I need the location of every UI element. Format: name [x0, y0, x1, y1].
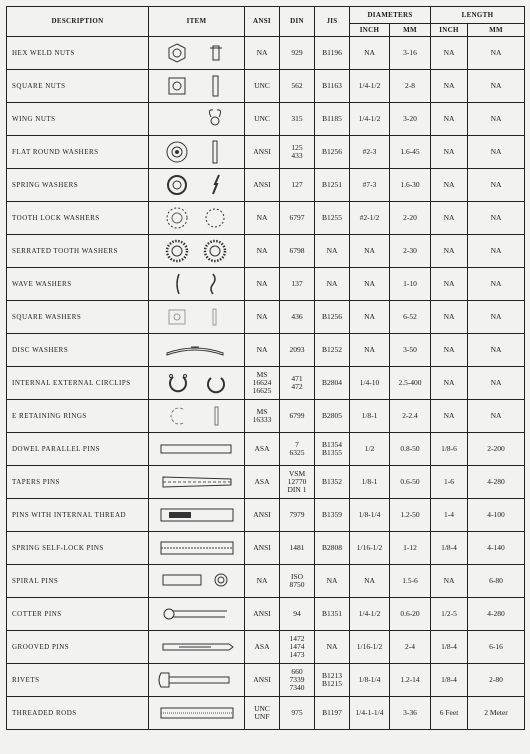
spring-washer-icon [155, 170, 239, 200]
row-description: DOWEL PARALLEL PINS [7, 433, 149, 466]
cell-ansi: MS 16333 [245, 400, 280, 433]
row-item-image [149, 598, 245, 631]
cell-din: 1472 1474 1473 [280, 631, 315, 664]
cell-jis: B1256 [315, 301, 350, 334]
table-row [7, 664, 525, 697]
cell-din: 471 472 [280, 367, 315, 400]
e-ring-icon [155, 401, 239, 431]
disc-washer-icon [155, 335, 239, 365]
wing-nut-icon [155, 104, 239, 134]
cell-len-mm: NA [468, 301, 525, 334]
row-description: INTERNAL EXTERNAL CIRCLIPS [7, 367, 149, 400]
row-item-image [149, 433, 245, 466]
table-row [7, 301, 525, 334]
cell-ansi: ANSI [245, 136, 280, 169]
cell-dia-inch: 1/4-1-1/4 [350, 697, 390, 730]
fastener-spec-sheet [6, 6, 524, 748]
row-item-image [149, 268, 245, 301]
cell-dia-inch: 1/8-1/4 [350, 664, 390, 697]
table-row [7, 37, 525, 70]
cell-din: 975 [280, 697, 315, 730]
row-item-image [149, 301, 245, 334]
cell-dia-mm: 3-16 [390, 37, 431, 70]
table-row [7, 334, 525, 367]
tooth-lock-washer-icon [155, 203, 239, 233]
cell-dia-inch: 1/4-10 [350, 367, 390, 400]
table-row [7, 697, 525, 730]
row-description: E RETAINING RINGS [7, 400, 149, 433]
serrated-washer-icon [155, 236, 239, 266]
cell-len-mm: NA [468, 268, 525, 301]
row-item-image [149, 70, 245, 103]
row-description: WING NUTS [7, 103, 149, 136]
cell-ansi: ANSI [245, 499, 280, 532]
circlip-icon [155, 368, 239, 398]
cell-dia-inch: 1/4-1/2 [350, 103, 390, 136]
cell-din: 137 [280, 268, 315, 301]
row-item-image [149, 367, 245, 400]
cell-dia-inch: 1/4-1/2 [350, 70, 390, 103]
cell-dia-inch: NA [350, 565, 390, 598]
spring-pin-icon [155, 533, 239, 563]
row-description: WAVE WASHERS [7, 268, 149, 301]
cell-dia-inch: #2-1/2 [350, 202, 390, 235]
cell-ansi: NA [245, 202, 280, 235]
cell-len-inch: NA [431, 70, 468, 103]
table-row [7, 367, 525, 400]
row-item-image [149, 565, 245, 598]
row-description: SPRING SELF-LOCK PINS [7, 532, 149, 565]
cell-dia-mm: 1.2-14 [390, 664, 431, 697]
cell-jis: B1185 [315, 103, 350, 136]
cell-dia-inch: #7-3 [350, 169, 390, 202]
cell-ansi: UNC [245, 70, 280, 103]
table-row [7, 268, 525, 301]
cell-dia-mm: 2-20 [390, 202, 431, 235]
cell-jis: B1255 [315, 202, 350, 235]
header-diameter-mm: MM [390, 24, 431, 37]
cell-jis: B1354 B1355 [315, 433, 350, 466]
cell-dia-inch: 1/4-1/2 [350, 598, 390, 631]
cell-dia-mm: 2-30 [390, 235, 431, 268]
threaded-rod-icon [155, 698, 239, 728]
cell-len-mm: 2 Meter [468, 697, 525, 730]
row-description: SPIRAL PINS [7, 565, 149, 598]
cell-len-inch: NA [431, 334, 468, 367]
row-description: COTTER PINS [7, 598, 149, 631]
cell-din: 315 [280, 103, 315, 136]
cell-len-mm: NA [468, 169, 525, 202]
row-item-image [149, 169, 245, 202]
table-row [7, 499, 525, 532]
cell-ansi: ASA [245, 466, 280, 499]
cell-dia-mm: 1-12 [390, 532, 431, 565]
cell-len-inch: NA [431, 400, 468, 433]
cell-dia-mm: 3-20 [390, 103, 431, 136]
cell-din: 2093 [280, 334, 315, 367]
spiral-pin-icon [155, 566, 239, 596]
row-item-image [149, 202, 245, 235]
cell-ansi: ANSI [245, 664, 280, 697]
cotter-pin-icon [155, 599, 239, 629]
table-row [7, 565, 525, 598]
cell-ansi: UNC UNF [245, 697, 280, 730]
cell-ansi: ASA [245, 433, 280, 466]
cell-len-inch: NA [431, 103, 468, 136]
cell-len-mm: NA [468, 235, 525, 268]
cell-ansi: ANSI [245, 169, 280, 202]
cell-len-mm: NA [468, 70, 525, 103]
cell-dia-inch: 1/8-1 [350, 400, 390, 433]
cell-dia-mm: 6-52 [390, 301, 431, 334]
table-body [7, 37, 525, 730]
cell-len-inch: 1/8-4 [431, 532, 468, 565]
row-description: SERRATED TOOTH WASHERS [7, 235, 149, 268]
cell-len-inch: 1/8-4 [431, 664, 468, 697]
row-description: SQUARE NUTS [7, 70, 149, 103]
header-ansi: ANSI [245, 7, 280, 37]
cell-len-inch: 1/8-6 [431, 433, 468, 466]
cell-len-inch: NA [431, 136, 468, 169]
cell-dia-inch: 1/8-1/4 [350, 499, 390, 532]
cell-jis: B1351 [315, 598, 350, 631]
cell-dia-mm: 3-36 [390, 697, 431, 730]
cell-din: 929 [280, 37, 315, 70]
cell-len-inch: NA [431, 268, 468, 301]
row-item-image [149, 235, 245, 268]
table-row [7, 136, 525, 169]
dowel-pin-icon [155, 434, 239, 464]
cell-jis: B1196 [315, 37, 350, 70]
table-row [7, 532, 525, 565]
grooved-pin-icon [155, 632, 239, 662]
taper-pin-icon [155, 467, 239, 497]
row-description: THREADED RODS [7, 697, 149, 730]
cell-din: 6797 [280, 202, 315, 235]
cell-jis: NA [315, 235, 350, 268]
row-description: GROOVED PINS [7, 631, 149, 664]
flat-washer-icon [155, 137, 239, 167]
cell-dia-inch: 1/2 [350, 433, 390, 466]
cell-len-mm: NA [468, 103, 525, 136]
cell-dia-mm: 1.2-50 [390, 499, 431, 532]
cell-len-inch: 1/2-5 [431, 598, 468, 631]
cell-ansi: MS 16624 16625 [245, 367, 280, 400]
row-description: SQUARE WASHERS [7, 301, 149, 334]
cell-dia-mm: 1-10 [390, 268, 431, 301]
cell-din: 125 433 [280, 136, 315, 169]
cell-din: 562 [280, 70, 315, 103]
row-description: HEX WELD NUTS [7, 37, 149, 70]
cell-din: ISO 8750 [280, 565, 315, 598]
cell-ansi: NA [245, 235, 280, 268]
row-description: RIVETS [7, 664, 149, 697]
cell-len-mm: NA [468, 136, 525, 169]
cell-ansi: ANSI [245, 532, 280, 565]
threaded-pin-icon [155, 500, 239, 530]
cell-dia-mm: 1.6-45 [390, 136, 431, 169]
cell-dia-inch: 1/8-1 [350, 466, 390, 499]
cell-jis: B1197 [315, 697, 350, 730]
cell-dia-inch: NA [350, 301, 390, 334]
row-description: TAPERS PINS [7, 466, 149, 499]
cell-len-mm: 2-80 [468, 664, 525, 697]
square-nut-icon [155, 71, 239, 101]
cell-len-mm: 4-280 [468, 598, 525, 631]
cell-jis: B1359 [315, 499, 350, 532]
cell-len-mm: NA [468, 202, 525, 235]
cell-din: 7 6325 [280, 433, 315, 466]
cell-din: 660 7339 7340 [280, 664, 315, 697]
cell-len-mm: 6-80 [468, 565, 525, 598]
cell-len-inch: NA [431, 565, 468, 598]
row-description: SPRING WASHERS [7, 169, 149, 202]
cell-len-inch: NA [431, 37, 468, 70]
cell-jis: NA [315, 631, 350, 664]
row-item-image [149, 136, 245, 169]
header-length: LENGTH [431, 7, 525, 24]
row-description: FLAT ROUND WASHERS [7, 136, 149, 169]
wave-washer-icon [155, 269, 239, 299]
row-item-image [149, 499, 245, 532]
cell-len-inch: NA [431, 169, 468, 202]
table-header [7, 7, 525, 37]
table-row [7, 631, 525, 664]
row-item-image [149, 334, 245, 367]
header-din: DIN [280, 7, 315, 37]
square-washer-icon [155, 302, 239, 332]
cell-ansi: NA [245, 334, 280, 367]
hex-weld-nut-icon [155, 38, 239, 68]
header-jis: JIS [315, 7, 350, 37]
cell-din: 436 [280, 301, 315, 334]
row-item-image [149, 664, 245, 697]
header-diameter-inch: INCH [350, 24, 390, 37]
cell-dia-inch: NA [350, 268, 390, 301]
cell-len-inch: 1-4 [431, 499, 468, 532]
table-row [7, 400, 525, 433]
row-item-image [149, 103, 245, 136]
table-row [7, 202, 525, 235]
cell-ansi: NA [245, 268, 280, 301]
cell-din: 127 [280, 169, 315, 202]
cell-jis: B1213 B1215 [315, 664, 350, 697]
row-item-image [149, 37, 245, 70]
cell-dia-mm: 2-4 [390, 631, 431, 664]
header-diameters: DIAMETERS [350, 7, 431, 24]
row-item-image [149, 400, 245, 433]
cell-dia-mm: 2-2.4 [390, 400, 431, 433]
cell-dia-mm: 1.5-6 [390, 565, 431, 598]
cell-len-mm: 4-140 [468, 532, 525, 565]
cell-len-mm: 4-100 [468, 499, 525, 532]
fastener-table [6, 6, 525, 730]
cell-len-inch: NA [431, 202, 468, 235]
cell-dia-mm: 2.5-400 [390, 367, 431, 400]
cell-dia-inch: NA [350, 334, 390, 367]
cell-len-inch: NA [431, 235, 468, 268]
cell-dia-mm: 0.8-50 [390, 433, 431, 466]
cell-len-inch: NA [431, 301, 468, 334]
table-row [7, 598, 525, 631]
cell-len-inch: 1-6 [431, 466, 468, 499]
row-item-image [149, 532, 245, 565]
cell-din: 7979 [280, 499, 315, 532]
cell-jis: NA [315, 268, 350, 301]
cell-din: VSM 12770 DIN 1 [280, 466, 315, 499]
rivet-icon [155, 665, 239, 695]
cell-dia-mm: 0.6-20 [390, 598, 431, 631]
cell-ansi: UNC [245, 103, 280, 136]
table-row [7, 169, 525, 202]
cell-ansi: NA [245, 37, 280, 70]
cell-len-mm: NA [468, 334, 525, 367]
cell-jis: B1163 [315, 70, 350, 103]
cell-jis: NA [315, 565, 350, 598]
cell-ansi: ASA [245, 631, 280, 664]
cell-len-mm: 4-280 [468, 466, 525, 499]
header-item: ITEM [149, 7, 245, 37]
header-length-mm: MM [468, 24, 525, 37]
cell-dia-mm: 2-8 [390, 70, 431, 103]
cell-len-mm: 6-16 [468, 631, 525, 664]
cell-len-inch: 6 Feet [431, 697, 468, 730]
cell-din: 94 [280, 598, 315, 631]
cell-din: 6799 [280, 400, 315, 433]
cell-len-mm: NA [468, 367, 525, 400]
header-length-inch: INCH [431, 24, 468, 37]
cell-jis: B2804 [315, 367, 350, 400]
cell-len-inch: NA [431, 367, 468, 400]
table-row [7, 433, 525, 466]
cell-dia-inch: 1/16-1/2 [350, 631, 390, 664]
cell-din: 6798 [280, 235, 315, 268]
cell-din: 1481 [280, 532, 315, 565]
cell-len-inch: 1/8-4 [431, 631, 468, 664]
table-row [7, 235, 525, 268]
table-row [7, 466, 525, 499]
cell-jis: B1251 [315, 169, 350, 202]
cell-jis: B1252 [315, 334, 350, 367]
cell-dia-mm: 0.6-50 [390, 466, 431, 499]
row-item-image [149, 631, 245, 664]
row-item-image [149, 697, 245, 730]
cell-len-mm: NA [468, 400, 525, 433]
cell-dia-mm: 3-50 [390, 334, 431, 367]
table-row [7, 70, 525, 103]
table-row [7, 103, 525, 136]
cell-dia-inch: #2-3 [350, 136, 390, 169]
cell-ansi: ANSI [245, 598, 280, 631]
cell-dia-mm: 1.6-30 [390, 169, 431, 202]
row-item-image [149, 466, 245, 499]
row-description: PINS WITH INTERNAL THREAD [7, 499, 149, 532]
cell-jis: B1256 [315, 136, 350, 169]
cell-dia-inch: 1/16-1/2 [350, 532, 390, 565]
cell-dia-inch: NA [350, 37, 390, 70]
row-description: DISC WASHERS [7, 334, 149, 367]
header-description: DESCRIPTION [7, 7, 149, 37]
cell-dia-inch: NA [350, 235, 390, 268]
cell-ansi: NA [245, 565, 280, 598]
cell-ansi: NA [245, 301, 280, 334]
cell-jis: B1352 [315, 466, 350, 499]
cell-jis: B2808 [315, 532, 350, 565]
row-description: TOOTH LOCK WASHERS [7, 202, 149, 235]
cell-len-mm: 2-200 [468, 433, 525, 466]
cell-jis: B2805 [315, 400, 350, 433]
cell-len-mm: NA [468, 37, 525, 70]
